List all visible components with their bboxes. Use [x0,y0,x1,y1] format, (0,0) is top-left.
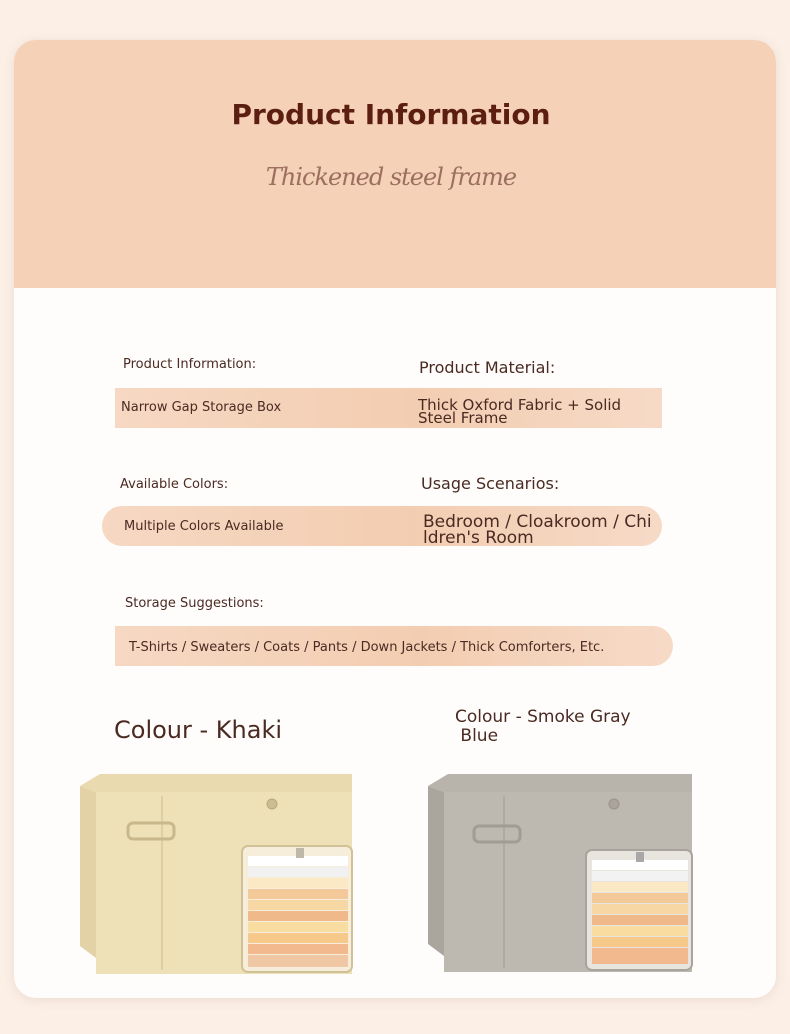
script-subtitle: Thickened steel frame [265,163,517,191]
khaki-storage-box-image [76,768,362,980]
gray-label: Colour - Smoke Gray Blue [455,707,631,746]
page-title: Product Information [231,98,551,131]
product-info-value: Narrow Gap Storage Box [121,400,282,415]
khaki-label: Colour - Khaki [114,716,283,744]
material-label: Product Material: [419,358,556,377]
colors-label: Available Colors: [120,477,229,492]
material-value: Thick Oxford Fabric + Solid Steel Frame [418,396,622,427]
gray-storage-box-image [424,768,700,978]
usage-value: Bedroom / Cloakroom / Children's Room [423,512,652,548]
product-info-label: Product Information: [123,357,257,372]
storage-value: T-Shirts / Sweaters / Coats / Pants / Down Jackets / Thick Comforters, Etc. [129,640,605,655]
storage-label: Storage Suggestions: [125,596,264,611]
colors-value: Multiple Colors Available [124,519,284,534]
usage-label: Usage Scenarios: [421,474,560,493]
